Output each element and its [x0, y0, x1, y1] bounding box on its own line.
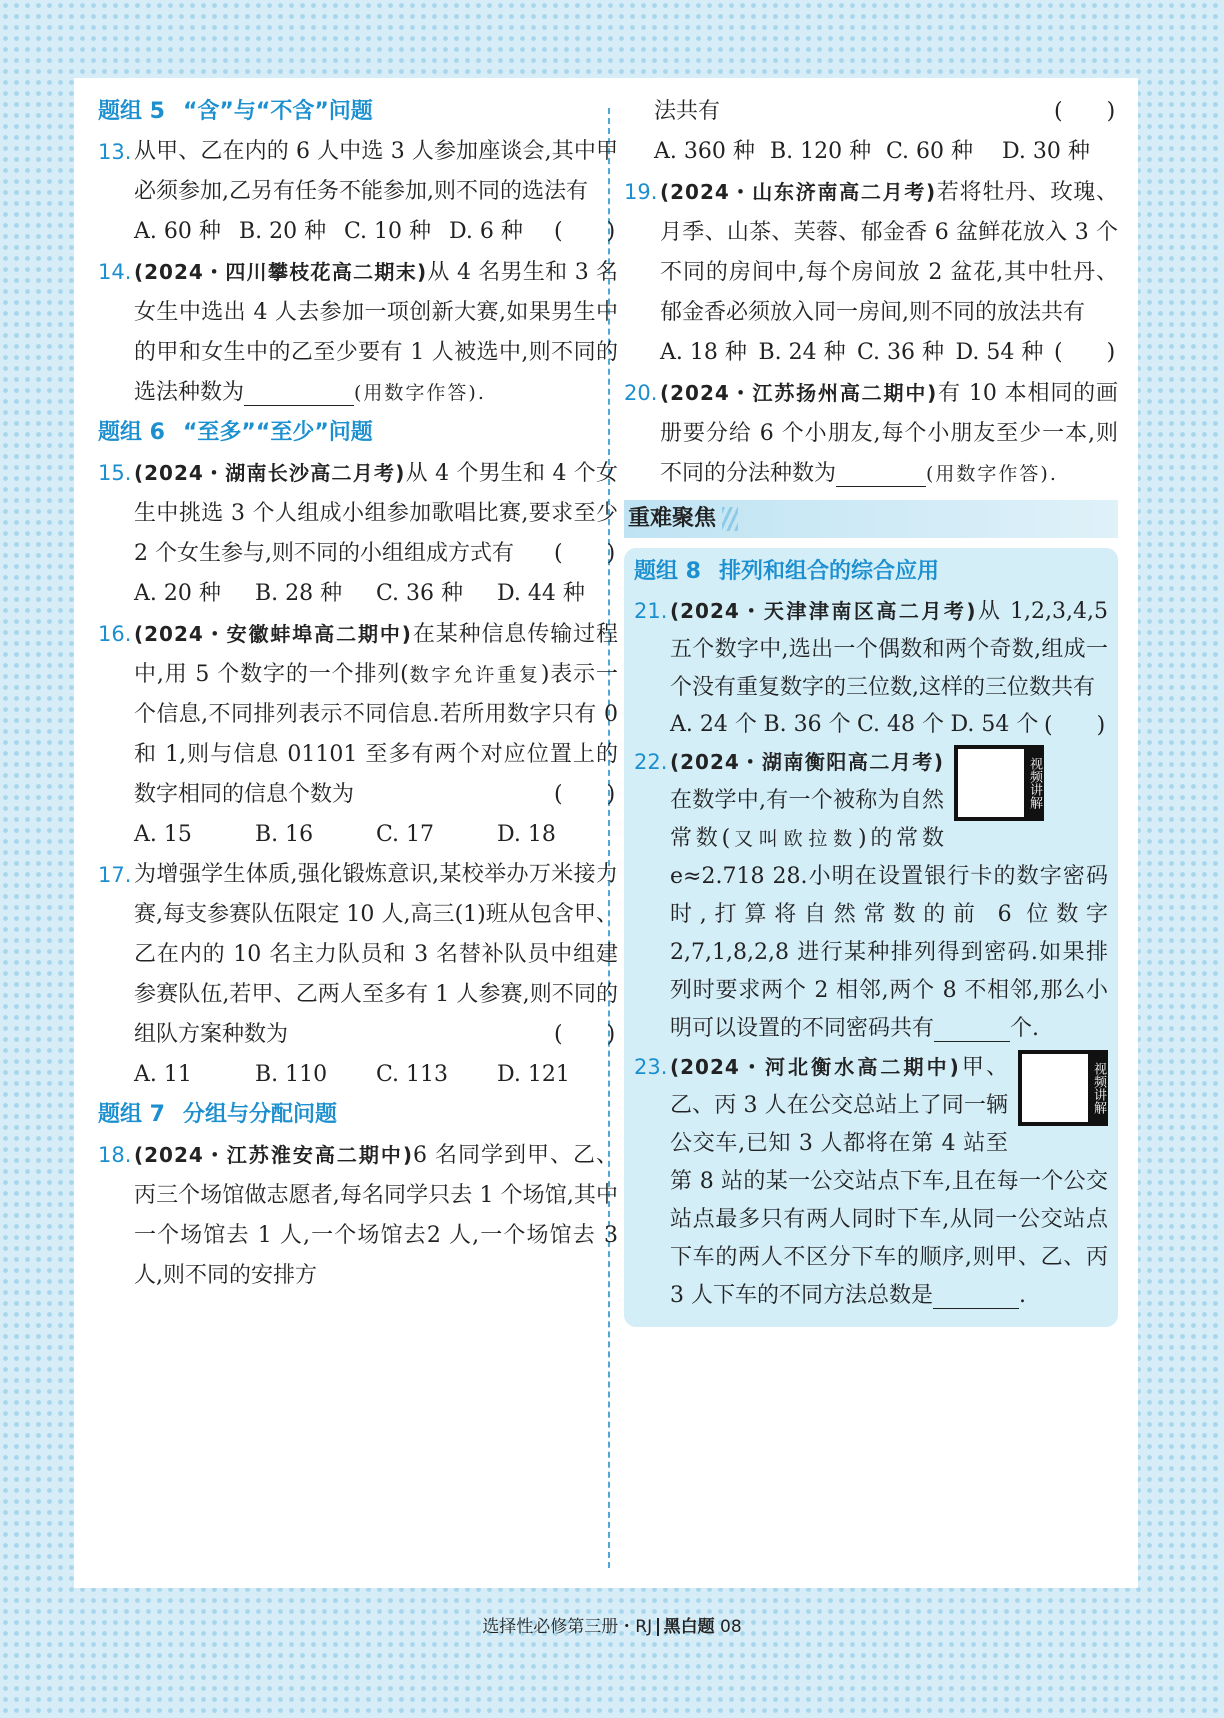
question-source: (2024・江苏淮安高二期中): [134, 1143, 413, 1167]
question-22: [634, 743, 1108, 1048]
video-explain-label: 视频讲解: [1088, 1054, 1106, 1122]
option-d[interactable]: D. 30 种: [1002, 139, 1090, 164]
question-source: (2024・湖南长沙高二月考): [134, 461, 406, 485]
question-text: 甲、乙、丙 3 人在公交总站上了同一辆公交车,已知 3 人都将在第 4 站至第 8 站的某一公交站点下车,且在每一个公交站点最多只有两人同时下车,从同一公交站点下车的两人不区分下车的顺序,则甲、乙、丙 3 人下车的不同方法总数是: [670, 1055, 1108, 1308]
question-number: 20.: [624, 381, 658, 405]
question-text: 为增强学生体质,强化锻炼意识,某校举办万米接力赛,每支参赛队伍限定 10 人,高三(1)班从包含甲、乙在内的 10 名主力队员和 3 名替补队员中组建参赛队伍,若甲、乙两人至多有 1 人参赛,则不同的组队方案种数为: [134, 862, 618, 1047]
question-source: (2024・四川攀枝花高二期末): [134, 260, 428, 284]
question-number: 15.: [98, 461, 132, 485]
question-number: 21.: [634, 599, 668, 623]
group-name: 排列和组合的综合应用: [718, 559, 939, 584]
question-text: 在某种信息传输过程中,用 5 个数字的一个排列(: [134, 622, 618, 687]
right-column: [624, 92, 1118, 1327]
option-a[interactable]: A. 15: [134, 822, 192, 847]
question-number: 14.: [98, 260, 132, 284]
question-text: 法共有: [654, 99, 721, 124]
option-c[interactable]: C. 17: [376, 822, 435, 847]
question-14: [98, 252, 618, 413]
question-number: 16.: [98, 622, 132, 646]
option-d[interactable]: D. 121: [497, 1062, 570, 1087]
question-text: 从 1,2,3,4,5 五个数字中,选出一个偶数和两个奇数,组成一个没有重复数字的三位数,这样的三位数共有: [670, 599, 1109, 700]
option-c[interactable]: C. 60 种: [886, 139, 974, 164]
question-15: [98, 453, 618, 574]
question-source: (2024・安徽蚌埠高二期中): [134, 622, 412, 646]
option-c[interactable]: C. 113: [376, 1062, 449, 1087]
question-note: 又叫欧拉数: [730, 828, 858, 850]
option-b[interactable]: B. 16: [255, 822, 314, 847]
option-a[interactable]: A. 24 个: [670, 712, 757, 737]
question-source: (2024・天津津南区高二月考): [670, 599, 977, 623]
option-d[interactable]: D. 54 种: [955, 340, 1044, 365]
option-b[interactable]: B. 110: [255, 1062, 328, 1087]
option-b[interactable]: B. 20 种: [239, 219, 327, 244]
footer-separator: [657, 1618, 659, 1636]
group-label: 题组 7: [98, 1102, 165, 1127]
question-text: 从甲、乙在内的 6 人中选 3 人参加座谈会,其中甲必须参加,乙另有任务不能参加,则不同的选法有: [134, 139, 618, 204]
answer-paren: ( ): [1054, 340, 1116, 365]
option-a[interactable]: A. 360 种: [654, 139, 755, 164]
group-8-title: [634, 552, 1108, 592]
question-number: 13.: [98, 140, 132, 164]
answer-blank[interactable]: [934, 1016, 1010, 1042]
question-text: 有 10 本相同的画册要分给 6 个小朋友,每个小朋友至少一本,则不同的分法种数为: [660, 381, 1119, 486]
section-banner-label: 重难聚焦: [628, 506, 717, 531]
question-19-options: [624, 333, 1054, 373]
question-source: (2024・湖南衡阳高二月考): [670, 750, 944, 774]
question-18-continued: [624, 92, 1118, 132]
question-17-options: [98, 1055, 618, 1095]
left-column: [98, 92, 618, 1296]
footer-page-number: 08: [720, 1617, 742, 1637]
question-tail: .: [1019, 1283, 1026, 1308]
highlight-panel: [624, 548, 1118, 1327]
video-qr-code-icon[interactable]: [954, 745, 1044, 821]
option-a[interactable]: A. 11: [134, 1062, 192, 1087]
question-16: [98, 614, 618, 815]
option-b[interactable]: B. 36 个: [763, 712, 851, 737]
question-tail: 个.: [1010, 1016, 1040, 1041]
question-number: 23.: [634, 1055, 668, 1079]
option-a[interactable]: A. 20 种: [134, 581, 221, 606]
group-6-title: [98, 413, 618, 453]
question-text: 若将牡丹、玫瑰、月季、山茶、芙蓉、郁金香 6 盆鲜花放入 3 个不同的房间中,每个房间放 2 盆花,其中牡丹、郁金香必须放入同一房间,则不同的放法共有: [660, 180, 1118, 325]
question-number: 19.: [624, 180, 658, 204]
option-d[interactable]: D. 18: [497, 822, 556, 847]
answer-paren: ( ): [554, 782, 616, 807]
group-label: 题组 8: [634, 559, 701, 584]
page-sheet: [74, 78, 1138, 1588]
question-tail: (用数字作答).: [354, 382, 486, 404]
answer-paren: ( ): [554, 219, 616, 244]
question-number: 17.: [98, 863, 132, 887]
answer-paren: ( ): [554, 541, 616, 566]
question-text: 在数学中,有一个被称为自然常数(: [670, 788, 944, 851]
group-5-title: [98, 92, 618, 132]
question-text: 从 4 名男生和 3 名女生中选出 4 人去参加一项创新大赛,如果男生中的甲和女生中的乙至少要有 1 人被选中,则不同的选法种数为: [134, 260, 619, 405]
answer-paren: ( ): [1044, 713, 1106, 738]
section-banner: [624, 500, 1118, 538]
video-qr-code-icon[interactable]: [1018, 1050, 1108, 1126]
option-b[interactable]: B. 28 种: [255, 581, 343, 606]
question-tail: (用数字作答).: [926, 463, 1058, 485]
answer-paren: ( ): [554, 1022, 616, 1047]
group-name: “至多”“至少”问题: [182, 420, 373, 445]
option-c[interactable]: C. 10 种: [344, 219, 432, 244]
option-b[interactable]: B. 120 种: [770, 139, 872, 164]
footer-book-title: 选择性必修第三册・RJ: [482, 1617, 653, 1637]
answer-blank[interactable]: [933, 1283, 1019, 1309]
group-name: “含”与“不含”问题: [182, 99, 373, 124]
question-source: (2024・山东济南高二月考): [660, 180, 937, 204]
answer-paren: ( ): [1054, 99, 1116, 124]
group-label: 题组 5: [98, 99, 165, 124]
question-number: 18.: [98, 1143, 132, 1167]
video-explain-label: 视频讲解: [1024, 749, 1042, 817]
question-17: [98, 855, 618, 1055]
question-source: (2024・江苏扬州高二期中): [660, 381, 938, 405]
option-b[interactable]: B. 24 种: [758, 340, 846, 365]
group-label: 题组 6: [98, 420, 165, 445]
question-text-cont: )的常数 e≈2.718 28.小明在设置银行卡的数字密码时,打算将自然常数的前 6 位数字 2,7,1,8,2,8 进行某种排列得到密码.如果排列时要求两个 2 相邻,两个 8 不相邻,那么小明可以设置的不同密码共有: [670, 826, 1108, 1041]
question-18: [98, 1135, 618, 1296]
option-c[interactable]: C. 36 种: [857, 340, 945, 365]
question-21-options: [634, 707, 1044, 743]
option-a[interactable]: A. 60 种: [134, 219, 221, 244]
question-text: 6 名同学到甲、乙、丙三个场馆做志愿者,每名同学只去 1 个场馆,其中一个场馆去 1 人,一个场馆去2 人,一个场馆去 3 人,则不同的安排方: [134, 1143, 618, 1288]
option-c[interactable]: C. 36 种: [376, 581, 464, 606]
page-footer: [0, 1612, 1224, 1637]
question-13-options: [98, 212, 554, 252]
option-c[interactable]: C. 48 个: [857, 712, 945, 737]
option-d[interactable]: D. 54 个: [950, 712, 1039, 737]
footer-series-name: 黑白题: [663, 1617, 715, 1637]
group-7-title: [98, 1095, 618, 1135]
question-text: 从 4 个男生和 4 个女生中挑选 3 个人组成小组参加歌唱比赛,要求至少 2 个女生参与,则不同的小组组成方式有: [134, 461, 619, 566]
question-number: 22.: [634, 750, 668, 774]
answer-blank[interactable]: [836, 461, 926, 487]
question-18-options: [624, 132, 1118, 172]
question-15-options: [98, 574, 618, 614]
question-note: 数字允许重复: [408, 664, 541, 686]
banner-stripes-decoration: [722, 507, 738, 531]
option-d[interactable]: D. 6 种: [449, 219, 523, 244]
group-name: 分组与分配问题: [182, 1102, 337, 1127]
question-source: (2024・河北衡水高二期中): [670, 1055, 960, 1079]
question-23: [634, 1048, 1108, 1315]
option-d[interactable]: D. 44 种: [497, 581, 585, 606]
question-16-options: [98, 815, 618, 855]
question-20: [624, 373, 1118, 494]
answer-blank[interactable]: [244, 380, 354, 406]
question-text-cont: )表示一个信息,不同排列表示不同信息.若所用数字只有 0 和 1,则与信息 01101 至多有两个对应位置上的数字相同的信息个数为: [134, 662, 618, 807]
option-a[interactable]: A. 18 种: [660, 340, 747, 365]
